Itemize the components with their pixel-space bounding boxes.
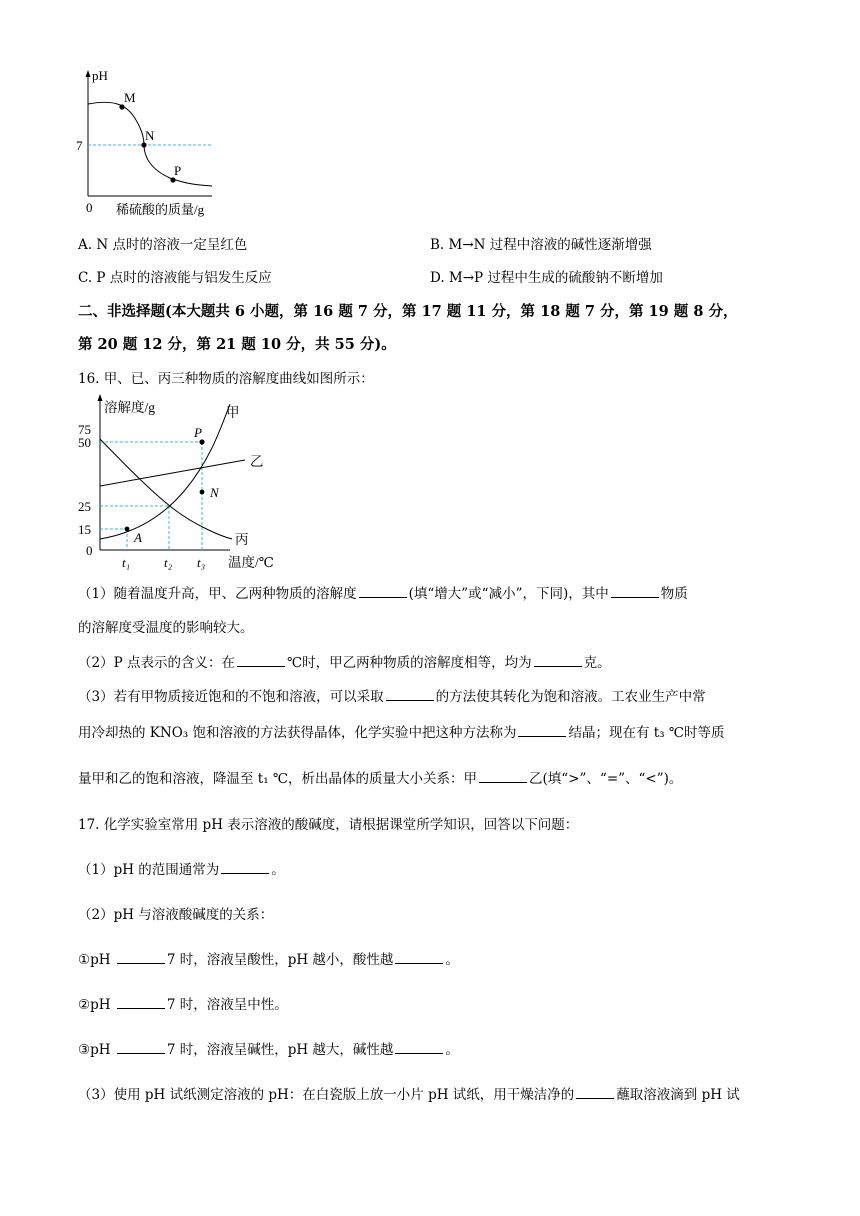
q16-part3-line2: 用冷却热的 KNO₃ 饱和溶液的方法获得晶体，化学实验中把这种方法称为 结晶；现在有 t₃ ℃时等质 bbox=[78, 725, 725, 741]
fig2-label-a: A bbox=[134, 530, 142, 545]
fig1-origin: 0 bbox=[86, 200, 93, 215]
fig1-label-m: M bbox=[124, 90, 136, 105]
fig2-label-n: N bbox=[210, 485, 219, 500]
q16-blank-4[interactable] bbox=[534, 654, 582, 667]
fig1-label-n: N bbox=[145, 128, 155, 143]
q17-case2: ②pH 7 时，溶液呈中性。 bbox=[78, 997, 288, 1013]
q17-blank-6[interactable] bbox=[395, 1041, 443, 1054]
q17-part3: （3）使用 pH 试纸测定溶液的 pH：在白瓷版上放一小片 pH 试纸，用干燥洁净的 蘸取溶液滴到 pH 试 bbox=[78, 1087, 740, 1103]
fig2-y-arrow bbox=[98, 394, 103, 401]
q15-option-d: D. M→P 过程中生成的硫酸钠不断增加 bbox=[430, 270, 663, 286]
q15-option-c: C. P 点时的溶液能与铝发生反应 bbox=[78, 270, 272, 286]
fig2-point-p bbox=[199, 439, 204, 444]
q16-blank-1[interactable] bbox=[359, 585, 407, 598]
fig2-tick-t1: t₁ bbox=[122, 555, 131, 570]
q16-blank-3[interactable] bbox=[237, 654, 285, 667]
q16-stem: 16. 甲、已、丙三种物质的溶解度曲线如图所示： bbox=[78, 371, 374, 387]
fig2-xlabel: 温度/℃ bbox=[228, 555, 274, 570]
q17-part2: （2）pH 与溶液酸碱度的关系： bbox=[78, 907, 274, 923]
q16-part2: （2）P 点表示的含义：在 ℃时，甲乙两种物质的溶解度相等，均为 克。 bbox=[78, 655, 611, 671]
fig2-label-jia: 甲 bbox=[226, 405, 240, 420]
q17-case1: ①pH 7 时，溶液呈酸性，pH 越小，酸性越 。 bbox=[78, 952, 459, 968]
fig2-label-bing: 丙 bbox=[235, 532, 249, 547]
q16-blank-7[interactable] bbox=[479, 770, 527, 783]
fig2-label-yi: 乙 bbox=[250, 454, 264, 469]
fig2-tick-75: 75 bbox=[78, 422, 91, 437]
fig2-point-a bbox=[125, 527, 130, 532]
q16-blank-6[interactable] bbox=[518, 724, 566, 737]
q15-option-a: A. N 点时的溶液一定呈红色 bbox=[78, 237, 248, 253]
ph-curve-figure bbox=[70, 66, 270, 222]
fig1-xlabel: 稀硫酸的质量/g bbox=[116, 202, 205, 217]
q17-blank-3[interactable] bbox=[395, 951, 443, 964]
q17-stem: 17. 化学实验室常用 pH 表示溶液的酸碱度，请根据课堂所学知识，回答以下问题： bbox=[78, 817, 579, 833]
q16-part1-line1: （1）随着温度升高，甲、乙两种物质的溶解度 (填“增大”或“减小”，下同)，其中 物质 bbox=[78, 586, 688, 602]
fig1-y-arrow bbox=[86, 70, 91, 77]
q16-part1-line2: 的溶解度受温度的影响较大。 bbox=[78, 620, 254, 636]
fig1-point-n bbox=[141, 142, 146, 147]
fig2-guide-lines bbox=[100, 442, 202, 550]
q17-blank-4[interactable] bbox=[117, 996, 165, 1009]
fig2-tick-50: 50 bbox=[78, 435, 91, 450]
q15-option-b: B. M→N 过程中溶液的碱性逐渐增强 bbox=[430, 237, 652, 253]
solubility-curve-figure bbox=[70, 390, 300, 576]
fig2-ylabel: 溶解度/g bbox=[104, 400, 156, 415]
q16-blank-2[interactable] bbox=[611, 585, 659, 598]
fig1-ylabel: pH bbox=[92, 68, 108, 83]
fig2-curve-yi bbox=[100, 460, 245, 486]
q16-blank-5[interactable] bbox=[386, 688, 434, 701]
q17-part1: （1）pH 的范围通常为 。 bbox=[78, 862, 285, 878]
fig1-point-p bbox=[170, 177, 175, 182]
fig1-label-p: P bbox=[174, 163, 182, 178]
fig2-tick-t3: t₃ bbox=[197, 555, 206, 570]
q17-case3: ③pH 7 时，溶液呈碱性，pH 越大，碱性越 。 bbox=[78, 1042, 459, 1058]
fig2-tick-t2: t₂ bbox=[164, 555, 173, 570]
fig2-tick-0: 0 bbox=[86, 543, 93, 558]
fig1-ph-curve bbox=[88, 102, 212, 186]
fig1-tick-7: 7 bbox=[76, 138, 83, 153]
q17-blank-1[interactable] bbox=[221, 861, 269, 874]
fig2-curve-jia bbox=[100, 404, 230, 539]
q17-blank-2[interactable] bbox=[117, 951, 165, 964]
section2-heading-line2: 第 20 题 12 分，第 21 题 10 分，共 55 分)。 bbox=[78, 336, 396, 353]
q17-blank-5[interactable] bbox=[117, 1041, 165, 1054]
q16-part3-line3: 量甲和乙的饱和溶液，降温至 t₁ ℃，析出晶体的质量大小关系：甲 乙(填“>”、“=”、“<”)。 bbox=[78, 771, 683, 787]
fig2-label-p: P bbox=[194, 425, 202, 440]
fig1-point-m bbox=[119, 104, 124, 109]
q16-part3-line1: （3）若有甲物质接近饱和的不饱和溶液，可以采取 的方法使其转化为饱和溶液。工农业生产中常 bbox=[78, 689, 706, 705]
q17-blank-7[interactable] bbox=[576, 1086, 614, 1099]
fig2-tick-25: 25 bbox=[78, 499, 91, 514]
fig2-tick-15: 15 bbox=[78, 522, 91, 537]
section2-heading-line1: 二、非选择题(本大题共 6 小题，第 16 题 7 分，第 17 题 11 分，第 18 题 7 分，第 19 题 8 分， bbox=[78, 303, 738, 320]
fig2-point-n bbox=[200, 490, 205, 495]
